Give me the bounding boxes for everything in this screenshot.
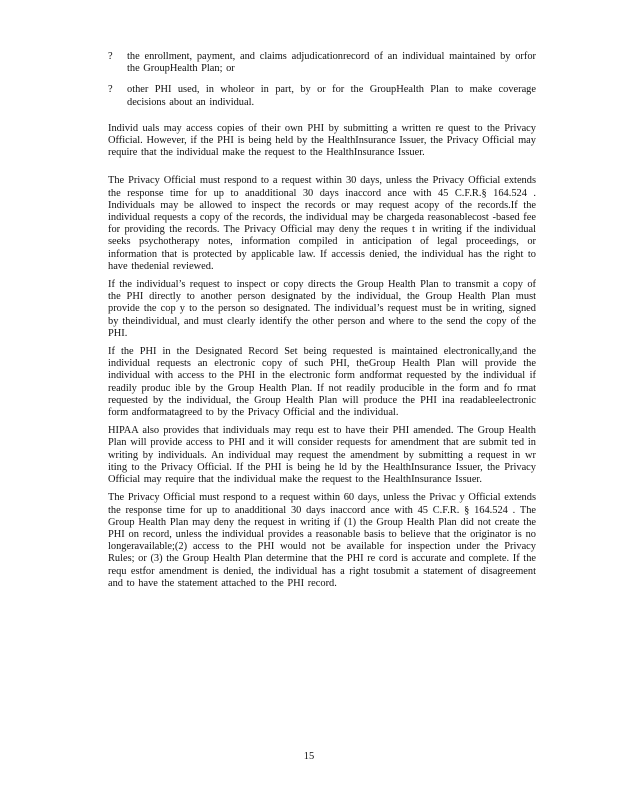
bullet-marker: ? — [108, 51, 113, 62]
page-number: 15 — [303, 751, 315, 762]
page-body — [108, 51, 536, 596]
bullet-item-other-phi — [108, 84, 536, 108]
paragraph-response-30-days: The Privacy Official must respond to a request within 30 days, unless the Privacy Official extends the response time for up to anadditional 30 days inaccord ance with 45 C.F.R.§ 164.524 . Individuals may be allowed to inspect the records or may request acopy of the records.If the individual requests a copy of the records, the individual may be chargeda reasonablecost -based fee for providing the records. The Privacy Official may deny the reques t in writing if the individual seeks psychotherapy notes, information compiled in anticipation of legal proceedings, or information that is protected by applicable law. If accessis denied, the individual has the right to have thedenial reviewed. — [108, 175, 536, 272]
paragraph-transmit-copy: If the individual’s request to inspect or copy directs the Group Health Plan to transmit a copy of the PHI directly to another person designated by the individual, the Group Health Plan must provide the cop y to the person so designated. The individual’s request must be in writing, signed by theindividual, and must clearly identify the other person and where to the send the copy of the PHI. — [108, 279, 536, 339]
bullet-text: other PHI used, in wholeor in part, by or for the GroupHealth Plan to make coverage decisions about an individual. — [127, 84, 536, 108]
paragraph-access-copies: Individ uals may access copies of their own PHI by submitting a written re quest to the Privacy Official. However, if the PHI is being held by the HealthInsurance Issuer, the Privacy Official may require that the individual make the request to the HealthInsurance Issuer. — [108, 122, 536, 159]
bullet-item-enrollment — [108, 51, 536, 75]
paragraph-response-60-days: The Privacy Official must respond to a request within 60 days, unless the Privac y Official extends the response time for up to anadditional 30 days inaccord ance with 45 C.F.R. § 164.524 . The Group Health Plan may deny the request in writing if (1) the Group Health Plan did not create the PHI on record, unless the individual provides a reasonable basis to believe that the originator is no longeravailable;(2) access to the PHI would not be available for inspection under the Privacy Rules; or (3) the Group Health Plan determine that the PHI re cord is accurate and complete. If the requ estfor amendment is denied, the individual has a right tosubmit a statement of disagreement and to have the statement attached to the PHI record. — [108, 492, 536, 589]
bullet-marker: ? — [108, 84, 113, 96]
bullet-text: the enrollment, payment, and claims adjudicationrecord of an individual maintained by orfor the GroupHealth Plan; or — [127, 51, 536, 75]
paragraph-amendment: HIPAA also provides that individuals may requ est to have their PHI amended. The Group Health Plan will provide access to PHI and it will consider requests for amendment that are submit ted in writing by individuals. An individual may request the amendment by submitting a request in wr iting to the Privacy Official. If the PHI is being he ld by the HealthInsurance Issuer, the Privacy Official may require that the individual make the request to the HealthInsurance Issuer. — [108, 425, 536, 486]
paragraph-electronic-copy: If the PHI in the Designated Record Set being requested is maintained electronically,and the individual requests an electronic copy of such PHI, theGroup Health Plan will provide the individual with access to the PHI in the electronic form andformat requested by the individual if readily produc ible by the Group Health Plan. If not readily producible in the form and fo rmat requested by the individual, the Group Health Plan will produce the PHI ina readableelectronic form andformatagreed to by the Privacy Official and the individual. — [108, 346, 536, 419]
